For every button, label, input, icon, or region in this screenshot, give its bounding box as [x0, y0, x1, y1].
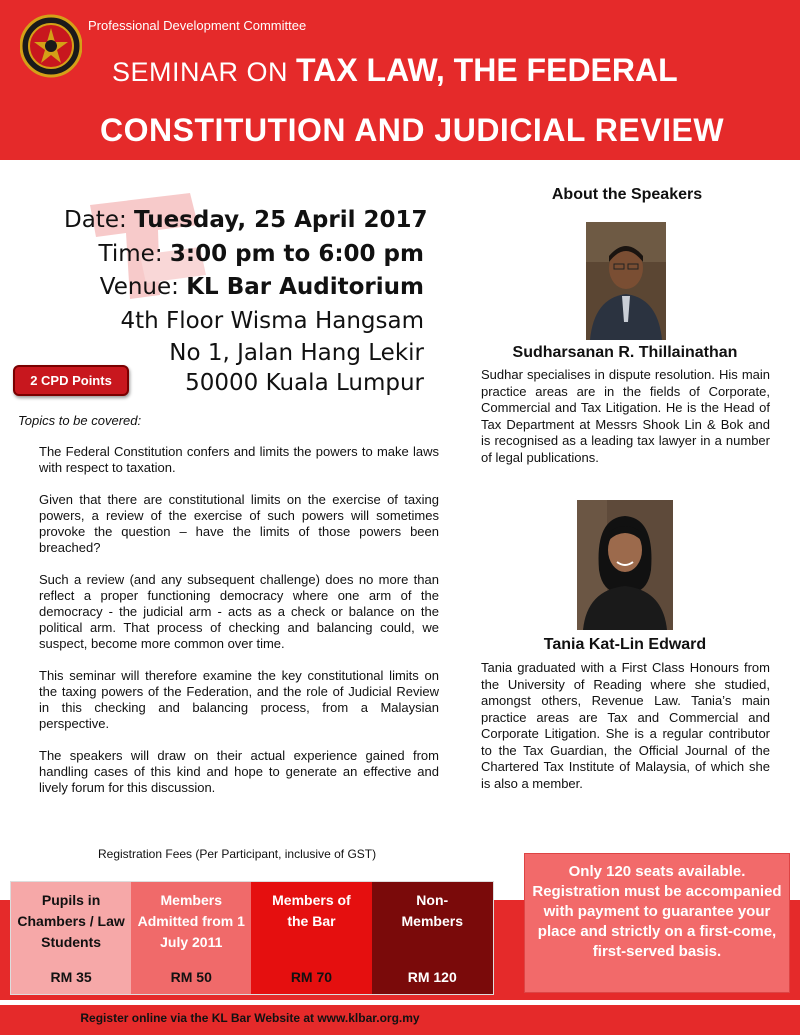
fee-amount: RM 35 — [50, 969, 92, 985]
speaker-photo-sudharsanan — [586, 222, 666, 340]
date-value: Tuesday, 25 April 2017 — [134, 207, 428, 233]
fees-heading: Registration Fees (Per Participant, inclusive of GST) — [98, 847, 377, 861]
venue-label: Venue: — [99, 274, 187, 300]
fee-amount: RM 70 — [290, 969, 333, 985]
time-label: Time: — [98, 241, 170, 267]
speaker-bio: Sudhar specialises in dispute resolution. His main practice areas are in the fields of Corporate, Commercial and Tax Litigation. He is the Head of Tax Department at Messrs Shook Lin & Bok and is recognised as a leading tax lawyer in a number of legal publications. — [481, 367, 770, 465]
fee-category: Members Admitted from 1 July 2011 — [137, 892, 245, 950]
topic-paragraph: Such a review (and any subsequent challenge) does no more than reflect a proper functioning democracy where one arm of the democracy - the judicial arm - acts as a check or balance on the political arm. That process of checking and balancing could, we suspect, become more common over time. — [39, 572, 439, 651]
register-link[interactable]: Register online via the KL Bar Website at www.klbar.org.my — [80, 1011, 420, 1025]
title-main: TAX LAW, THE FEDERAL — [296, 52, 678, 88]
topic-paragraph: The Federal Constitution confers and limits the powers to make laws with respect to taxation. — [39, 444, 439, 475]
address-line1: 4th Floor Wisma Hangsam — [120, 308, 424, 334]
event-time — [64, 241, 424, 267]
fee-category: Pupils in Chambers / Law Students — [17, 892, 125, 950]
fees-table — [10, 881, 494, 995]
topics-body — [39, 444, 439, 812]
speaker-name: Tania Kat-Lin Edward — [543, 636, 707, 653]
topics-heading: Topics to be covered: — [18, 413, 142, 428]
fee-category: Members of the Bar — [272, 892, 351, 929]
bar-council-crest-icon — [20, 12, 82, 82]
event-venue — [64, 274, 424, 300]
title-prefix: SEMINAR ON — [112, 57, 297, 87]
date-label: Date: — [64, 207, 135, 233]
venue-value: KL Bar Auditorium — [186, 274, 424, 300]
speakers-heading: About the Speakers — [551, 186, 703, 203]
fee-amount: RM 120 — [407, 969, 457, 985]
topic-paragraph: Given that there are constitutional limits on the exercise of taxing powers, a review of the exercise of such powers will sometimes provoke the question – have the limits of those powers been breached? — [39, 492, 439, 555]
fee-amount: RM 50 — [170, 969, 212, 985]
event-date — [64, 207, 428, 233]
topic-paragraph: The speakers will draw on their actual experience gained from handling cases of this kind and hope to generate an effective and lively forum for this discussion. — [39, 748, 439, 795]
speaker-name: Sudharsanan R. Thillainathan — [512, 344, 738, 361]
address-line2: No 1, Jalan Hang Lekir — [169, 340, 424, 366]
cpd-points-badge: 2 CPD Points — [13, 365, 129, 396]
topic-paragraph: This seminar will therefore examine the key constitutional limits on the taxing powers of the Federation, and the role of Judicial Review in this checking and balancing process, from a Malaysian perspective. — [39, 668, 439, 731]
page-title-line1 — [112, 52, 678, 89]
speaker-photo-tania — [577, 500, 673, 630]
time-value: 3:00 pm to 6:00 pm — [169, 241, 424, 267]
fee-pupils — [11, 882, 131, 994]
fee-non-members — [372, 882, 493, 994]
fee-new-members — [131, 882, 251, 994]
fee-members — [251, 882, 371, 994]
address-line3: 50000 Kuala Lumpur — [185, 370, 424, 396]
fee-category: Non-Members — [401, 892, 463, 929]
committee-name: Professional Development Committee — [88, 18, 307, 33]
speaker-bio: Tania graduated with a First Class Honours from the University of Reading where she studied, amongst others, Revenue Law. Tania’s main practice areas are Tax and Commercial and Corporate Litigation. She is a regular contributor to the Tax Guardian, the Official Journal of the Chartered Tax Institute of Malaysia, of which she is also a member. — [481, 660, 770, 791]
header-banner — [0, 0, 800, 160]
seats-notice: Only 120 seats available. Registration must be accompanied with payment to guarantee your place and strictly on a first-come, first-served basis. — [524, 853, 790, 993]
page-title-line2: CONSTITUTION AND JUDICIAL REVIEW — [100, 112, 725, 148]
